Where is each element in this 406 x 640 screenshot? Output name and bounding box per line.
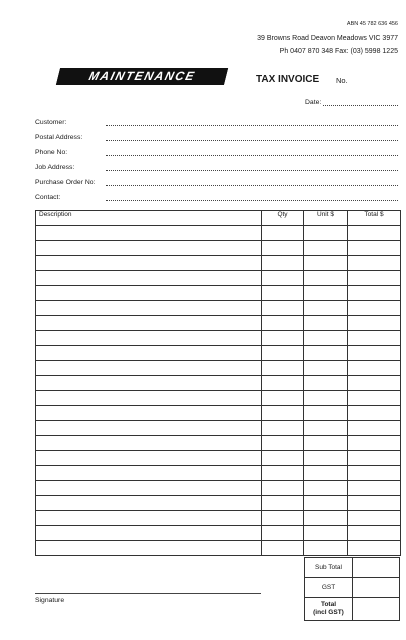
description-cell[interactable] [36, 541, 262, 556]
description-cell[interactable] [36, 391, 262, 406]
description-cell[interactable] [36, 481, 262, 496]
field-input-line[interactable] [106, 155, 398, 156]
unit-price-cell[interactable] [304, 451, 348, 466]
column-qty: Qty [262, 211, 304, 226]
column-total: Total $ [348, 211, 401, 226]
table-row [36, 391, 401, 406]
unit-price-cell[interactable] [304, 241, 348, 256]
table-row [36, 511, 401, 526]
unit-price-cell[interactable] [304, 331, 348, 346]
field-label: Postal Address: [35, 134, 83, 141]
qty-cell[interactable] [262, 331, 304, 346]
description-cell[interactable] [36, 346, 262, 361]
qty-cell[interactable] [262, 496, 304, 511]
qty-cell[interactable] [262, 301, 304, 316]
qty-cell[interactable] [262, 541, 304, 556]
qty-cell[interactable] [262, 316, 304, 331]
description-cell[interactable] [36, 226, 262, 241]
unit-price-cell[interactable] [304, 421, 348, 436]
unit-price-cell[interactable] [304, 361, 348, 376]
total-cell[interactable] [348, 256, 401, 271]
table-row [36, 316, 401, 331]
field-label: Customer: [35, 119, 67, 126]
qty-cell[interactable] [262, 226, 304, 241]
qty-cell[interactable] [262, 241, 304, 256]
unit-price-cell[interactable] [304, 376, 348, 391]
qty-cell[interactable] [262, 376, 304, 391]
qty-cell[interactable] [262, 526, 304, 541]
total-cell[interactable] [348, 316, 401, 331]
table-row [36, 421, 401, 436]
unit-price-cell[interactable] [304, 526, 348, 541]
total-label-line2: (incl GST) [313, 609, 344, 616]
total-cell[interactable] [348, 346, 401, 361]
total-cell[interactable] [348, 511, 401, 526]
qty-cell[interactable] [262, 421, 304, 436]
description-cell[interactable] [36, 451, 262, 466]
total-cell[interactable] [348, 286, 401, 301]
date-label: Date: [305, 99, 322, 106]
qty-cell[interactable] [262, 481, 304, 496]
total-cell[interactable] [348, 436, 401, 451]
total-cell[interactable] [348, 451, 401, 466]
gst-value[interactable] [353, 578, 400, 598]
table-row [36, 406, 401, 421]
gst-row [305, 578, 400, 598]
unit-price-cell[interactable] [304, 301, 348, 316]
unit-price-cell[interactable] [304, 391, 348, 406]
column-description: Description [36, 211, 262, 226]
description-cell[interactable] [36, 256, 262, 271]
table-header-row [36, 211, 401, 226]
total-value[interactable] [353, 598, 400, 621]
table-row [36, 466, 401, 481]
total-label [305, 598, 353, 621]
unit-price-cell[interactable] [304, 466, 348, 481]
total-cell[interactable] [348, 481, 401, 496]
unit-price-cell[interactable] [304, 346, 348, 361]
invoice-title: TAX INVOICE [256, 74, 320, 85]
invoice-number-label: No. [336, 76, 348, 85]
total-cell[interactable] [348, 526, 401, 541]
unit-price-cell[interactable] [304, 436, 348, 451]
total-row [305, 598, 400, 621]
table-row [36, 346, 401, 361]
total-cell[interactable] [348, 496, 401, 511]
total-cell[interactable] [348, 301, 401, 316]
qty-cell[interactable] [262, 436, 304, 451]
total-cell[interactable] [348, 271, 401, 286]
field-input-line[interactable] [106, 125, 398, 126]
subtotal-row [305, 558, 400, 578]
total-cell[interactable] [348, 406, 401, 421]
qty-cell[interactable] [262, 451, 304, 466]
total-cell[interactable] [348, 541, 401, 556]
total-label-line1: Total [320, 601, 337, 608]
total-cell[interactable] [348, 391, 401, 406]
description-cell[interactable] [36, 331, 262, 346]
table-row [36, 481, 401, 496]
gst-label: GST [305, 578, 353, 598]
table-row [36, 286, 401, 301]
field-label: Purchase Order No: [35, 179, 96, 186]
company-logo: MAINTENANCE [56, 68, 228, 85]
description-cell[interactable] [36, 466, 262, 481]
unit-price-cell[interactable] [304, 226, 348, 241]
table-row [36, 256, 401, 271]
table-row [36, 526, 401, 541]
total-cell[interactable] [348, 331, 401, 346]
description-cell[interactable] [36, 421, 262, 436]
table-row [36, 226, 401, 241]
table-row [36, 496, 401, 511]
unit-price-cell[interactable] [304, 316, 348, 331]
total-cell[interactable] [348, 241, 401, 256]
description-cell[interactable] [36, 301, 262, 316]
subtotal-label: Sub Total [305, 558, 353, 578]
description-cell[interactable] [36, 526, 262, 541]
field-input-line[interactable] [106, 200, 398, 201]
description-cell[interactable] [36, 241, 262, 256]
field-input-line[interactable] [106, 140, 398, 141]
description-cell[interactable] [36, 406, 262, 421]
qty-cell[interactable] [262, 361, 304, 376]
table-row [36, 451, 401, 466]
qty-cell[interactable] [262, 286, 304, 301]
company-address: 39 Browns Road Deavon Meadows VIC 3977 [257, 35, 398, 42]
unit-price-cell[interactable] [304, 496, 348, 511]
description-cell[interactable] [36, 316, 262, 331]
field-label: Contact: [35, 194, 61, 201]
total-cell[interactable] [348, 361, 401, 376]
unit-price-cell[interactable] [304, 256, 348, 271]
company-phone: Ph 0407 870 348 Fax: (03) 5998 1225 [279, 48, 398, 55]
unit-price-cell[interactable] [304, 406, 348, 421]
table-row [36, 241, 401, 256]
unit-price-cell[interactable] [304, 286, 348, 301]
qty-cell[interactable] [262, 346, 304, 361]
qty-cell[interactable] [262, 406, 304, 421]
table-row [36, 271, 401, 286]
total-cell[interactable] [348, 421, 401, 436]
signature-line[interactable] [35, 593, 261, 594]
qty-cell[interactable] [262, 391, 304, 406]
table-row [36, 331, 401, 346]
abn-text: ABN 45 782 636 456 [346, 21, 398, 27]
date-field[interactable] [323, 105, 398, 106]
subtotal-value[interactable] [353, 558, 400, 578]
description-cell[interactable] [36, 271, 262, 286]
table-row [36, 541, 401, 556]
table-row [36, 376, 401, 391]
unit-price-cell[interactable] [304, 271, 348, 286]
description-cell[interactable] [36, 496, 262, 511]
description-cell[interactable] [36, 286, 262, 301]
field-label: Job Address: [35, 164, 75, 171]
total-cell[interactable] [348, 376, 401, 391]
unit-price-cell[interactable] [304, 541, 348, 556]
qty-cell[interactable] [262, 256, 304, 271]
line-items-table [35, 210, 401, 556]
total-cell[interactable] [348, 226, 401, 241]
unit-price-cell[interactable] [304, 511, 348, 526]
column-unit-price: Unit $ [304, 211, 348, 226]
description-cell[interactable] [36, 511, 262, 526]
description-cell[interactable] [36, 361, 262, 376]
description-cell[interactable] [36, 436, 262, 451]
qty-cell[interactable] [262, 511, 304, 526]
unit-price-cell[interactable] [304, 481, 348, 496]
totals-table [304, 557, 400, 621]
table-row [36, 436, 401, 451]
table-row [36, 301, 401, 316]
field-input-line[interactable] [106, 170, 398, 171]
qty-cell[interactable] [262, 466, 304, 481]
field-input-line[interactable] [106, 185, 398, 186]
qty-cell[interactable] [262, 271, 304, 286]
signature-label: Signature [35, 597, 65, 604]
table-row [36, 361, 401, 376]
field-label: Phone No: [35, 149, 68, 156]
description-cell[interactable] [36, 376, 262, 391]
total-cell[interactable] [348, 466, 401, 481]
